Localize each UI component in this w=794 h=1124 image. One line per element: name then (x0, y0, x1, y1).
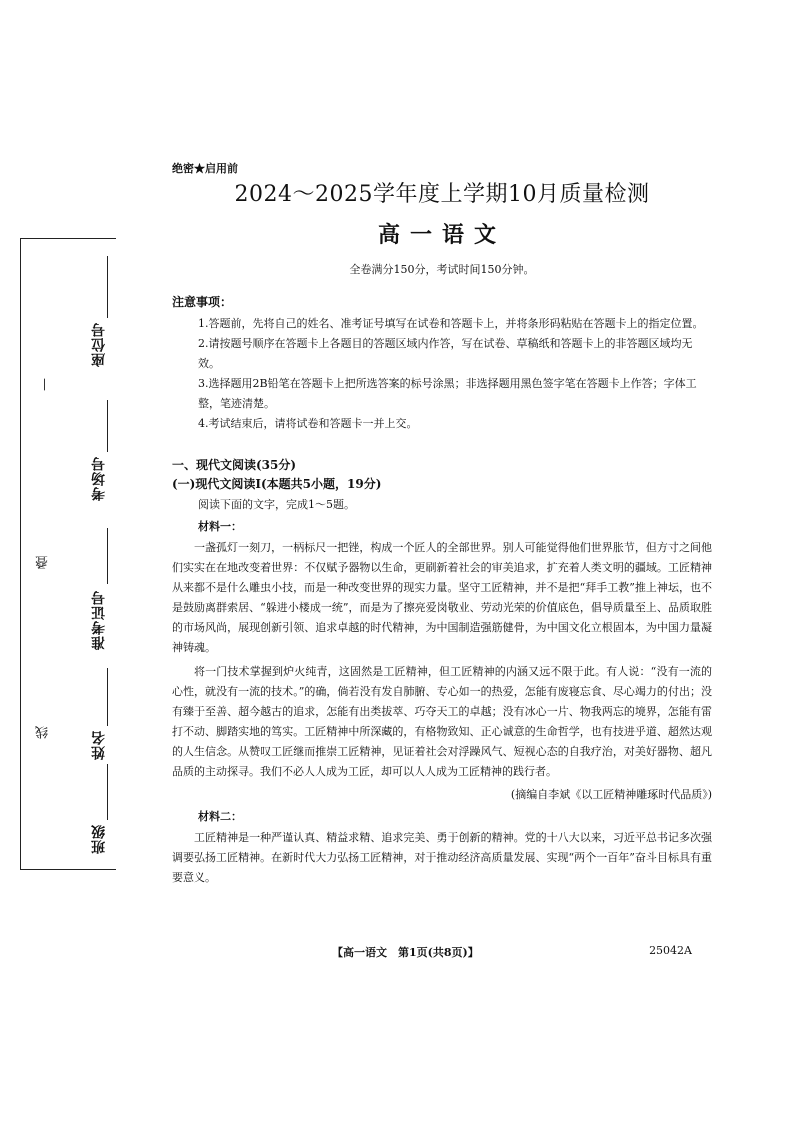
cut-line-mark: 线 (36, 726, 51, 739)
binding-border-line (20, 238, 21, 870)
seat-number-label: 座位号 (91, 322, 107, 367)
exam-room-label: 考场号 (91, 456, 107, 501)
section-heading: 一、现代文阅读(35分) (172, 458, 297, 472)
exam-room-blank-line (107, 400, 108, 452)
notice-title: 注意事项： (172, 295, 233, 309)
notice-item: 4.考试结束后，请将试卷和答题卡一并上交。 (198, 417, 418, 430)
material-one-label: 材料一： (198, 520, 242, 533)
material-paragraph: 工匠精神是一种严谨认真、精益求精、追求完美、勇于创新的精神。党的十八大以来，习近平总书记多次强调要弘扬工匠精神。在新时代大力弘扬工匠精神，对于推动经济高质量发展、实现“两个一百年”奋斗目标具有重要意义。 (172, 831, 712, 884)
notice-item: 3.选择题用2B铅笔在答题卡上把所选答案的标号涂黑；非选择题用黑色签字笔在答题卡上作答；字体工整，笔迹清楚。 (198, 377, 697, 410)
exam-title: 2024～2025学年度上学期10月质量检测 (234, 182, 650, 207)
name-blank-line (107, 668, 108, 726)
notice-item: 1.答题前，先将自己的姓名、准考证号填写在试卷和答题卡上，并将条形码粘贴在答题卡上的指定位置。 (198, 317, 704, 330)
class-label: 班级 (91, 824, 107, 854)
class-blank-line (107, 764, 108, 820)
binding-bottom-line (20, 869, 116, 870)
paper-code: 25042A (649, 944, 692, 957)
material-paragraph: 将一门技术掌握到炉火纯青，这固然是工匠精神，但工匠精神的内涵又远不限于此。有人说：“没有一流的心性，就没有一流的技术。”的确，倘若没有发自肺腑、专心如一的热爱，怎能有废寝忘食、尽心竭力的付出；没有臻于至善、超今越古的追求，怎能有出类拔萃、巧夺天工的卓越；没有冰心一片、物我两忘的境界，怎能有雷打不动、脚踏实地的笃实。工匠精神中所深藏的，有格物致知、正心诚意的生命哲学，也有技进乎道、超然达观的人生信念。从赞叹工匠继而推崇工匠精神，见证着社会对浮躁风气、短视心态的自我疗治，对美好器物、超凡品质的主动探寻。我们不必人人成为工匠，却可以人人成为工匠精神的践行者。 (172, 665, 712, 778)
confidential-mark: 绝密★启用前 (172, 162, 238, 175)
notice-item: 2.请按题号顺序在答题卡上各题目的答题区域内作答，写在试卷、草稿纸和答题卡上的非答题区域均无效。 (198, 337, 693, 370)
page-content (172, 160, 712, 888)
binding-top-line (20, 238, 116, 239)
binding-dash-mark: — (37, 378, 52, 391)
material-paragraph: 一盏孤灯一刻刀，一柄标尺一把锉，构成一个匠人的全部世界。别人可能觉得他们世界胀节，但方寸之间他们实实在在地改变着世界：不仅赋予器物以生命，更刷新着社会的审美追求，扩充着人类文明的疆域。工匠精神从来都不是什么雕虫小技，而是一种改变世界的现实力量。坚守工匠精神，并不是把“拜手工教”推上神坛，也不是鼓励离群索居、“躲进小楼成一统”，而是为了擦亮爱岗敬业、劳动光荣的价值底色，倡导质量至上、品质取胜的市场风尚，展现创新引领、追求卓越的时代精神，为中国制造强筋健骨，为中国文化立根固本，为中国力量凝神铸魂。 (172, 541, 712, 654)
admission-blank-line (107, 528, 108, 584)
subject-title: 高一语文 (377, 222, 506, 248)
seat-blank-line (107, 256, 108, 318)
exam-info: 全卷满分150分，考试时间150分钟。 (349, 263, 535, 276)
material-two-label: 材料二： (198, 810, 242, 823)
page-indicator: 【高一语文 第1页(共8页)】 (332, 946, 479, 959)
fold-mark: 叠 (36, 556, 51, 569)
name-label: 姓名 (91, 730, 107, 760)
subsection-heading: (一)现代文阅读Ⅰ(本题共5小题，19分) (172, 477, 382, 491)
notice-list (172, 314, 712, 434)
material-source: (摘编自李斌《以工匠精神雕琢时代品质》) (510, 788, 712, 801)
admission-number-label: 准考证号 (91, 590, 107, 650)
reading-instruction: 阅读下面的文字，完成1～5题。 (198, 498, 355, 511)
